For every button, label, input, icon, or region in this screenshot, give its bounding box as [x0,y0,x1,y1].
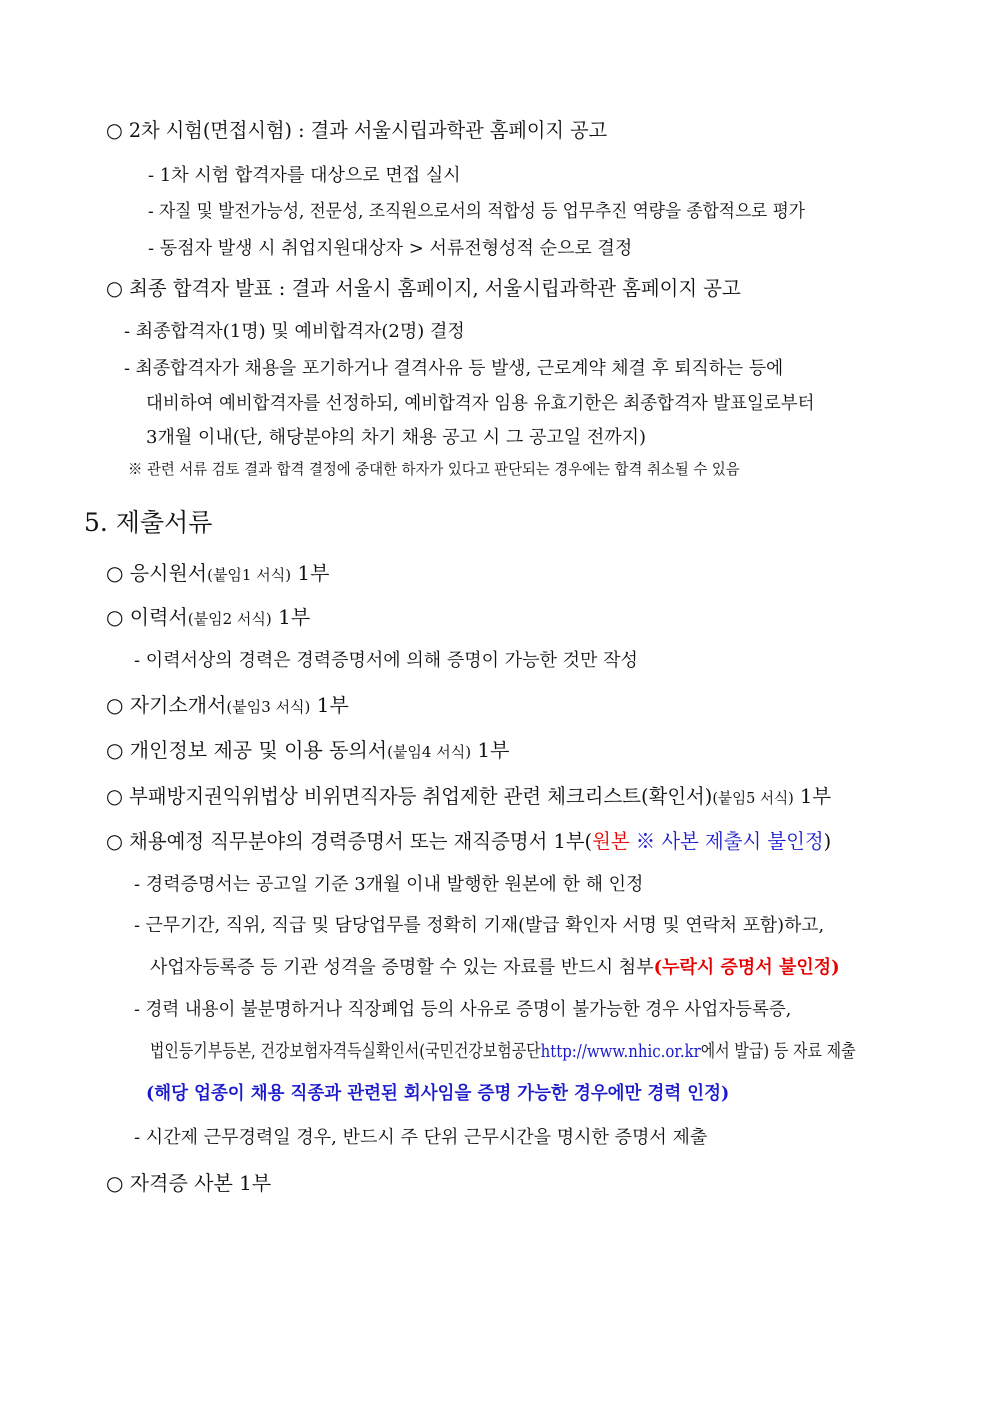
final-heading: ○ 최종 합격자 발표 : 결과 서울시 홈페이지, 서울시립과학관 홈페이지 공고 [106,276,741,300]
career-item-1: - 경력증명서는 공고일 기준 3개월 이내 발행한 원본에 한 해 인정 [134,874,644,895]
doc-privacy-consent: ○ 개인정보 제공 및 이용 동의서(붙임4 서식) 1부 [106,738,510,762]
interview-heading: ○ 2차 시험(면접시험) : 결과 서울시립과학관 홈페이지 공고 [106,118,608,142]
career-item-4: - 시간제 근무경력일 경우, 반드시 주 단위 근무시간을 명시한 증명서 제출 [134,1127,708,1148]
doc-self-intro: ○ 자기소개서(붙임3 서식) 1부 [106,693,349,717]
career-item-2: - 근무기간, 직위, 직급 및 담당업무를 정확히 기재(발급 확인자 서명 및 연락처 포함)하고, [134,915,825,936]
copy-not-accepted-label: ※ 사본 제출시 불인정 [629,829,824,853]
doc-career-certificate: ○ 채용예정 직무분야의 경력증명서 또는 재직증명서 1부(원본 ※ 사본 제출시 불인정) [106,829,832,853]
doc-resume: ○ 이력서(붙임2 서식) 1부 [106,605,311,629]
disqualification-note: ※ 관련 서류 검토 결과 합격 결정에 중대한 하자가 있다고 판단되는 경우에는 합격 취소될 수 있음 [128,460,740,478]
nhic-link[interactable]: http://www.nhic.or.kr [540,1041,701,1062]
doc-checklist: ○ 부패방지권익위법상 비위면직자등 취업제한 관련 체크리스트(확인서)(붙임5 서식) 1부 [106,784,832,808]
interview-item-2: - 자질 및 발전가능성, 전문성, 조직원으로서의 적합성 등 업무추진 역량을 종합적으로 평가 [148,201,805,222]
doc-application: ○ 응시원서(붙임1 서식) 1부 [106,561,330,585]
career-item-3-cont: 법인등기부등본, 건강보험자격득실확인서(국민건강보험공단http://www.nhic.or.kr에서 발급) 등 자료 제출 [150,1041,856,1062]
doc-license: ○ 자격증 사본 1부 [106,1171,272,1195]
original-label: 원본 [592,829,630,853]
interview-item-1: - 1차 시험 합격자를 대상으로 면접 실시 [148,165,461,186]
career-item-3: - 경력 내용이 불분명하거나 직장폐업 등의 사유로 증명이 불가능한 경우 사업자등록증, [134,999,792,1020]
final-item-2-cont-2: 3개월 이내(단, 해당분야의 차기 채용 공고 시 그 공고일 전까지) [146,427,647,448]
section-title: 5. 제출서류 [84,508,213,537]
career-item-3-emphasis: (해당 업종이 채용 직종과 관련된 회사임을 증명 가능한 경우에만 경력 인정) [146,1083,730,1104]
resume-note: - 이력서상의 경력은 경력증명서에 의해 증명이 가능한 것만 작성 [134,650,638,671]
final-item-2: - 최종합격자가 채용을 포기하거나 결격사유 등 발생, 근로계약 체결 후 퇴직하는 등에 [124,358,784,379]
interview-item-3: - 동점자 발생 시 취업지원대상자 > 서류전형성적 순으로 결정 [148,238,633,259]
career-item-2-cont: 사업자등록증 등 기관 성격을 증명할 수 있는 자료를 반드시 첨부(누락시 증명서 불인정) [150,957,840,978]
missing-not-accepted-label: (누락시 증명서 불인정) [653,957,840,978]
final-item-1: - 최종합격자(1명) 및 예비합격자(2명) 결정 [124,321,465,342]
final-item-2-cont: 대비하여 예비합격자를 선정하되, 예비합격자 임용 유효기한은 최종합격자 발표일로부터 [146,393,815,414]
